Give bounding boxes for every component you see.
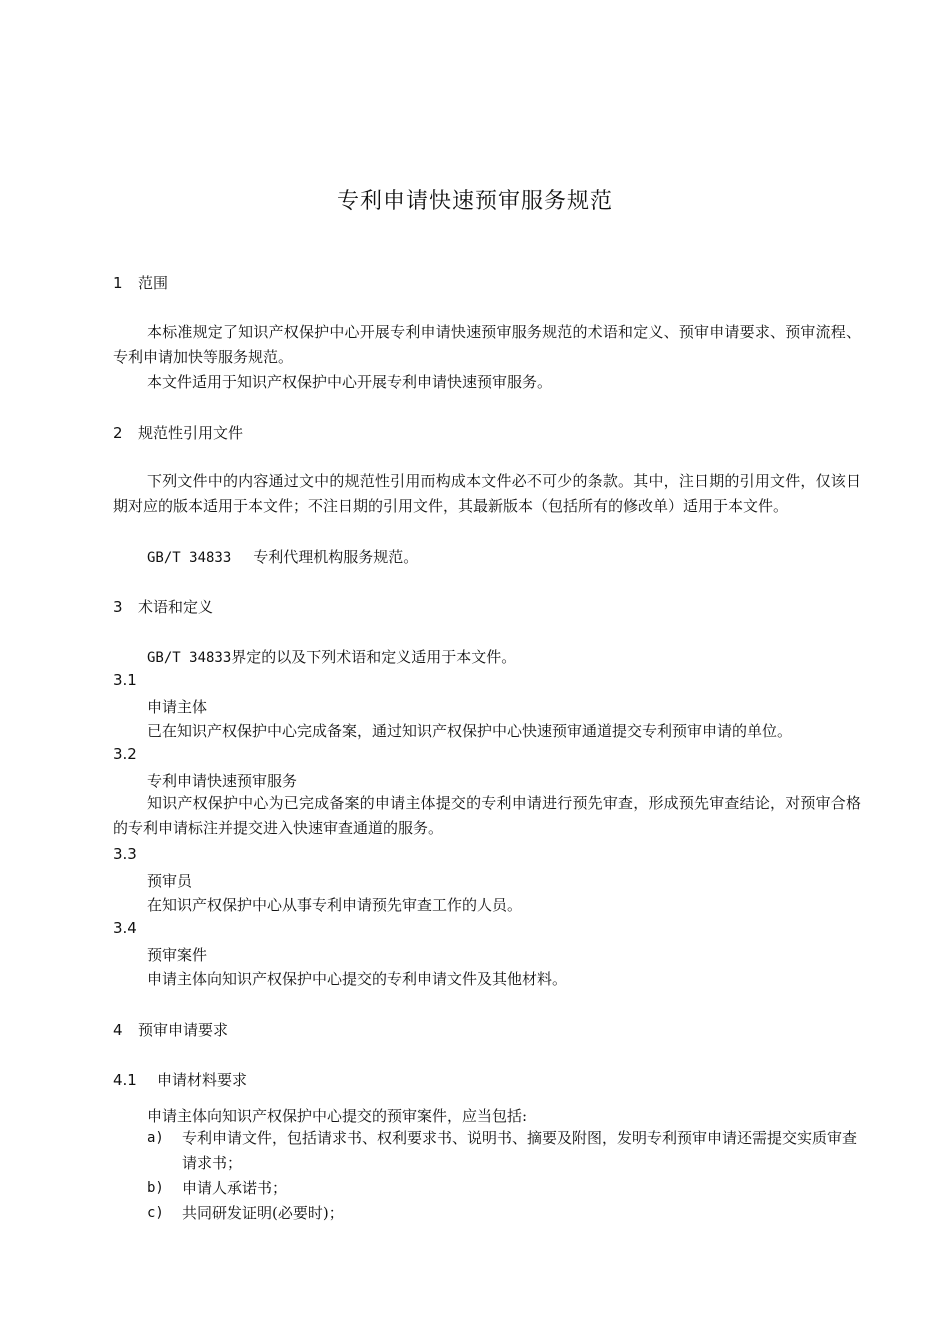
section-title: 术语和定义 <box>138 598 214 616</box>
term-number: 3.3 <box>113 845 137 863</box>
list-item-text: 共同研发证明(必要时)； <box>182 1204 344 1222</box>
terms-intro <box>147 646 516 667</box>
list-item <box>147 1126 861 1176</box>
terms-intro-code: GB/T 34833 <box>147 650 232 666</box>
subsection-heading-materials <box>113 1069 247 1090</box>
term-name: 预审案件 <box>147 946 208 964</box>
list-item-text: 专利申请文件，包括请求书、权利要求书、说明书、摘要及附图，发明专利预审申请还需提交实质审查请求书； <box>182 1129 858 1172</box>
term-definition: 已在知识产权保护中心完成备案，通过知识产权保护中心快速预审通道提交专利预审申请的单位。 <box>147 722 793 740</box>
section-title: 预审申请要求 <box>138 1021 229 1039</box>
section-title: 规范性引用文件 <box>138 424 244 442</box>
term-name: 预审员 <box>147 872 193 890</box>
term-number: 3.2 <box>113 745 137 763</box>
section-number: 4.1 <box>113 1071 137 1089</box>
term-definition: 知识产权保护中心为已完成备案的申请主体提交的专利申请进行预先审查，形成预先审查结论，对预审合格的专利申请标注并提交进入快速审查通道的服务。 <box>113 794 861 837</box>
section-title: 范围 <box>138 274 169 292</box>
reference-code: GB/T 34833 <box>147 550 232 566</box>
terms-intro-text: 界定的以及下列术语和定义适用于本文件。 <box>231 648 517 666</box>
section-heading-terms <box>113 596 213 617</box>
list-marker: c) <box>147 1205 164 1221</box>
section-title: 申请材料要求 <box>157 1071 248 1089</box>
list-marker: a) <box>147 1130 164 1146</box>
term-name: 申请主体 <box>147 698 208 716</box>
reference-entry <box>147 546 418 567</box>
term-number: 3.1 <box>113 671 137 689</box>
section-heading-requirements <box>113 1019 228 1040</box>
section-number: 3 <box>113 598 123 616</box>
section-heading-references <box>113 422 243 443</box>
materials-intro: 申请主体向知识产权保护中心提交的预审案件，应当包括: <box>147 1107 528 1125</box>
scope-paragraph-2: 本文件适用于知识产权保护中心开展专利申请快速预审服务。 <box>147 373 553 391</box>
term-name: 专利申请快速预审服务 <box>147 772 298 790</box>
term-definition: 在知识产权保护中心从事专利申请预先审查工作的人员。 <box>147 896 523 914</box>
section-number: 4 <box>113 1021 123 1039</box>
term-number: 3.4 <box>113 919 137 937</box>
list-item <box>147 1201 861 1226</box>
term-definition: 申请主体向知识产权保护中心提交的专利申请文件及其他材料。 <box>147 970 568 988</box>
references-paragraph: 下列文件中的内容通过文中的规范性引用而构成本文件必不可少的条款。其中，注日期的引用文件，仅该日期对应的版本适用于本文件；不注日期的引用文件，其最新版本（包括所有的修改单）适用于本文件。 <box>113 472 861 515</box>
document-title: 专利申请快速预审服务规范 <box>336 189 613 214</box>
list-marker: b) <box>147 1180 164 1196</box>
section-number: 2 <box>113 424 123 442</box>
reference-title: 专利代理机构服务规范。 <box>253 548 419 566</box>
section-heading-scope <box>113 272 168 293</box>
scope-paragraph-1: 本标准规定了知识产权保护中心开展专利申请快速预审服务规范的术语和定义、预审申请要求、预审流程、专利申请加快等服务规范。 <box>113 323 861 366</box>
list-item <box>147 1176 861 1201</box>
section-number: 1 <box>113 274 123 292</box>
list-item-text: 申请人承诺书； <box>182 1179 288 1197</box>
